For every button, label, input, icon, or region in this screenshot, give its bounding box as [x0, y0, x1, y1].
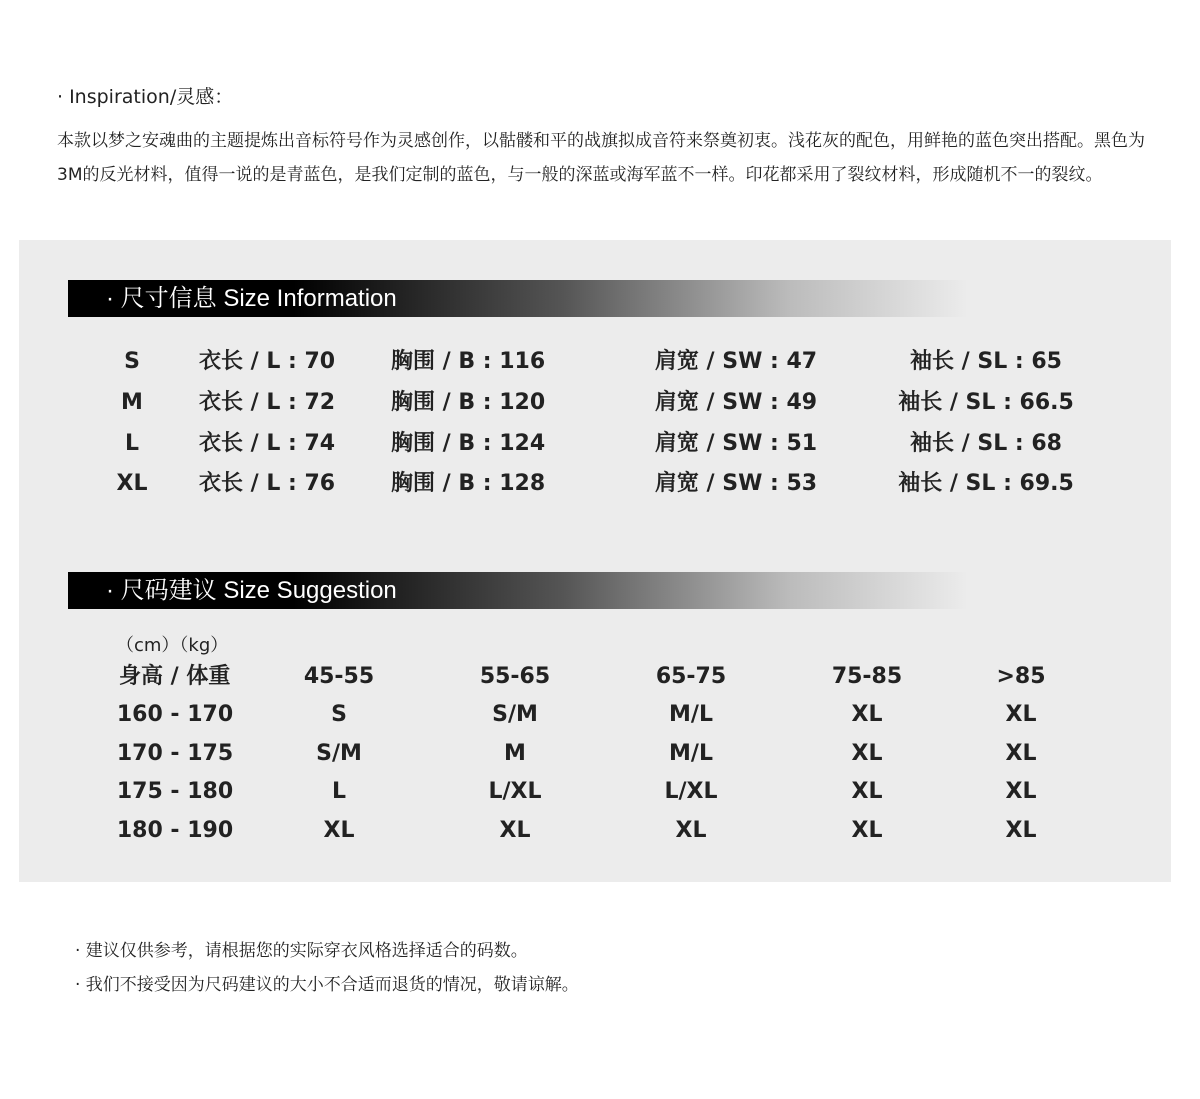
- size-cell: L: [124, 431, 140, 456]
- weight-column-header: 55-65: [479, 664, 551, 689]
- suggested-size-cell: M/L: [669, 702, 713, 727]
- suggested-size-cell: XL: [851, 702, 883, 727]
- suggested-size-cell: S: [331, 702, 347, 727]
- suggested-size-cell: XL: [851, 779, 883, 804]
- note-line: · 我们不接受因为尺码建议的大小不合适而退货的情况，敬请谅解。: [75, 975, 579, 995]
- inspiration-title: · Inspiration/灵感：: [57, 86, 234, 108]
- suggested-size-cell: M: [504, 741, 526, 766]
- size-suggestion-header-label: · 尺码建议 Size Suggestion: [106, 577, 397, 604]
- size-info-header-label: · 尺寸信息 Size Information: [106, 285, 397, 312]
- suggested-size-cell: XL: [1005, 779, 1037, 804]
- suggested-size-cell: L: [331, 779, 347, 804]
- suggested-size-cell: L/XL: [664, 779, 718, 804]
- suggested-size-cell: M/L: [669, 741, 713, 766]
- units-label: （cm）（kg）: [116, 635, 229, 656]
- length-cell: 衣长 / L : 70: [199, 349, 336, 374]
- sleeve-cell: 袖长 / SL : 69.5: [898, 471, 1074, 496]
- suggested-size-cell: XL: [1005, 741, 1037, 766]
- height-row-label: 160 - 170: [116, 702, 234, 727]
- shoulder-cell: 肩宽 / SW : 53: [654, 471, 818, 496]
- notes: [75, 934, 579, 1002]
- weight-column-header: >85: [996, 664, 1046, 689]
- bust-cell: 胸围 / B : 124: [391, 431, 546, 456]
- weight-column-header: 75-85: [831, 664, 903, 689]
- height-weight-corner-label: 身高 / 体重: [119, 664, 231, 689]
- sleeve-cell: 袖长 / SL : 65: [910, 349, 1062, 374]
- size-info-header: [68, 280, 968, 317]
- note-line: · 建议仅供参考，请根据您的实际穿衣风格选择适合的码数。: [75, 941, 528, 961]
- size-panel: [19, 240, 1171, 882]
- length-cell: 衣长 / L : 76: [199, 471, 336, 496]
- height-row-label: 180 - 190: [116, 818, 234, 843]
- weight-column-header: 45-55: [303, 664, 375, 689]
- bust-cell: 胸围 / B : 128: [391, 471, 546, 496]
- inspiration-body: 本款以梦之安魂曲的主题提炼出音标符号作为灵感创作，以骷髅和平的战旗拟成音符来祭奠初衷。浅花灰的配色，用鲜艳的蓝色突出搭配。黑色为3M的反光材料，值得一说的是青蓝色，是我们定制的蓝色，与一般的深蓝或海军蓝不一样。印花都采用了裂纹材料，形成随机不一的裂纹。: [57, 131, 1145, 185]
- height-row-label: 175 - 180: [116, 779, 234, 804]
- bust-cell: 胸围 / B : 120: [391, 390, 546, 415]
- suggested-size-cell: S/M: [316, 741, 362, 766]
- sleeve-cell: 袖长 / SL : 68: [910, 431, 1062, 456]
- suggested-size-cell: L/XL: [488, 779, 542, 804]
- size-cell: XL: [116, 471, 148, 496]
- shoulder-cell: 肩宽 / SW : 49: [654, 390, 818, 415]
- suggested-size-cell: XL: [323, 818, 355, 843]
- weight-column-header: 65-75: [655, 664, 727, 689]
- suggested-size-cell: XL: [851, 818, 883, 843]
- size-suggestion-header: [68, 572, 968, 609]
- suggested-size-cell: XL: [1005, 818, 1037, 843]
- suggested-size-cell: XL: [675, 818, 707, 843]
- sleeve-cell: 袖长 / SL : 66.5: [898, 390, 1074, 415]
- size-cell: M: [121, 390, 143, 415]
- shoulder-cell: 肩宽 / SW : 47: [654, 349, 818, 374]
- suggested-size-cell: XL: [499, 818, 531, 843]
- length-cell: 衣长 / L : 74: [199, 431, 336, 456]
- bust-cell: 胸围 / B : 116: [391, 349, 546, 374]
- height-row-label: 170 - 175: [116, 741, 234, 766]
- size-cell: S: [124, 349, 140, 374]
- suggested-size-cell: S/M: [492, 702, 538, 727]
- suggested-size-cell: XL: [851, 741, 883, 766]
- shoulder-cell: 肩宽 / SW : 51: [654, 431, 818, 456]
- length-cell: 衣长 / L : 72: [199, 390, 336, 415]
- suggested-size-cell: XL: [1005, 702, 1037, 727]
